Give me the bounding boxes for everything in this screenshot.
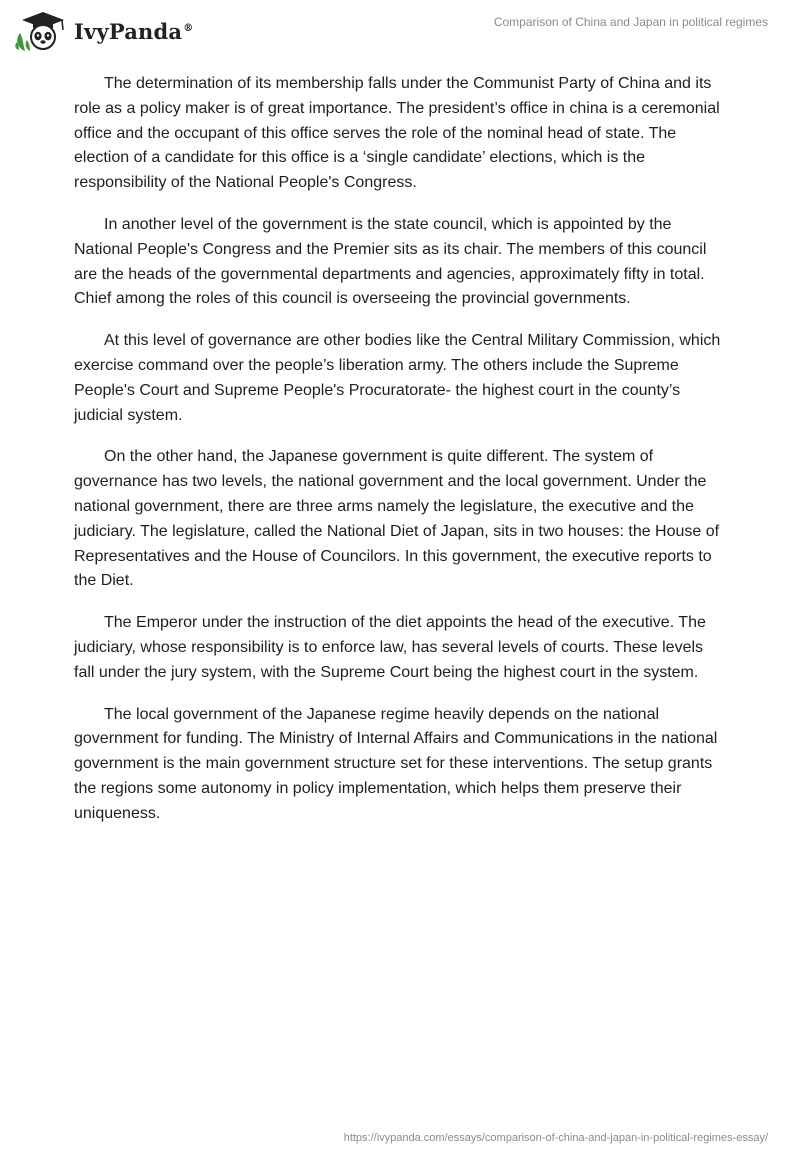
document-title: Comparison of China and Japan in political regimes: [493, 15, 768, 29]
paragraph: In another level of the government is the state council, which is appointed by the National People's Congress and the Premier sits as its chair. The members of this council are the heads of the governmental departments and agencies, approximately fifty in total. Chief among the roles of this council is overseeing the provincial governments.: [74, 215, 707, 308]
essay-body: [74, 72, 726, 844]
paragraph: On the other hand, the Japanese government is quite different. The system of governance has two levels, the national government and the local government. Under the national government, there are three arms namely the legislature, the executive and the judiciary. The legislature, called the National Diet of Japan, sits in two houses: the House of Representatives and the House of Councilors. In this government, the executive reports to the Diet.: [74, 448, 720, 590]
page-header: [0, 0, 800, 60]
registered-mark: ®: [183, 22, 194, 34]
brand-name: IvyPanda®: [74, 18, 194, 44]
paragraph: The Emperor under the instruction of the diet appoints the head of the executive. The judiciary, whose responsibility is to enforce law, has several levels of courts. These levels fall under the jury system, with the Supreme Court being the highest court in the system.: [74, 614, 706, 681]
source-url-link[interactable]: https://ivypanda.com/essays/comparison-of-china-and-japan-in-political-regimes-essay/: [343, 1132, 768, 1144]
ivypanda-logo[interactable]: [14, 10, 193, 52]
paragraph: The determination of its membership falls under the Communist Party of China and its role as a policy maker is of great importance. The president’s office in china is a ceremonial office and the occupant of this office serves the role of the nominal head of state. The election of a candidate for this office is a ‘single candidate’ elections, which is the responsibility of the National People's Congress.: [74, 75, 720, 192]
panda-graduate-icon: [14, 10, 72, 52]
paragraph: At this level of governance are other bodies like the Central Military Commission, which exercise command over the people’s liberation army. The others include the Supreme People's Court and Supreme People's Procuratorate- the highest court in the county’s judicial system.: [74, 332, 721, 424]
paragraph: The local government of the Japanese regime heavily depends on the national government for funding. The Ministry of Internal Affairs and Communications in the national government is the main government structure set for these interventions. The setup grants the regions some autonomy in policy implementation, which helps them preserve their uniqueness.: [74, 705, 718, 822]
